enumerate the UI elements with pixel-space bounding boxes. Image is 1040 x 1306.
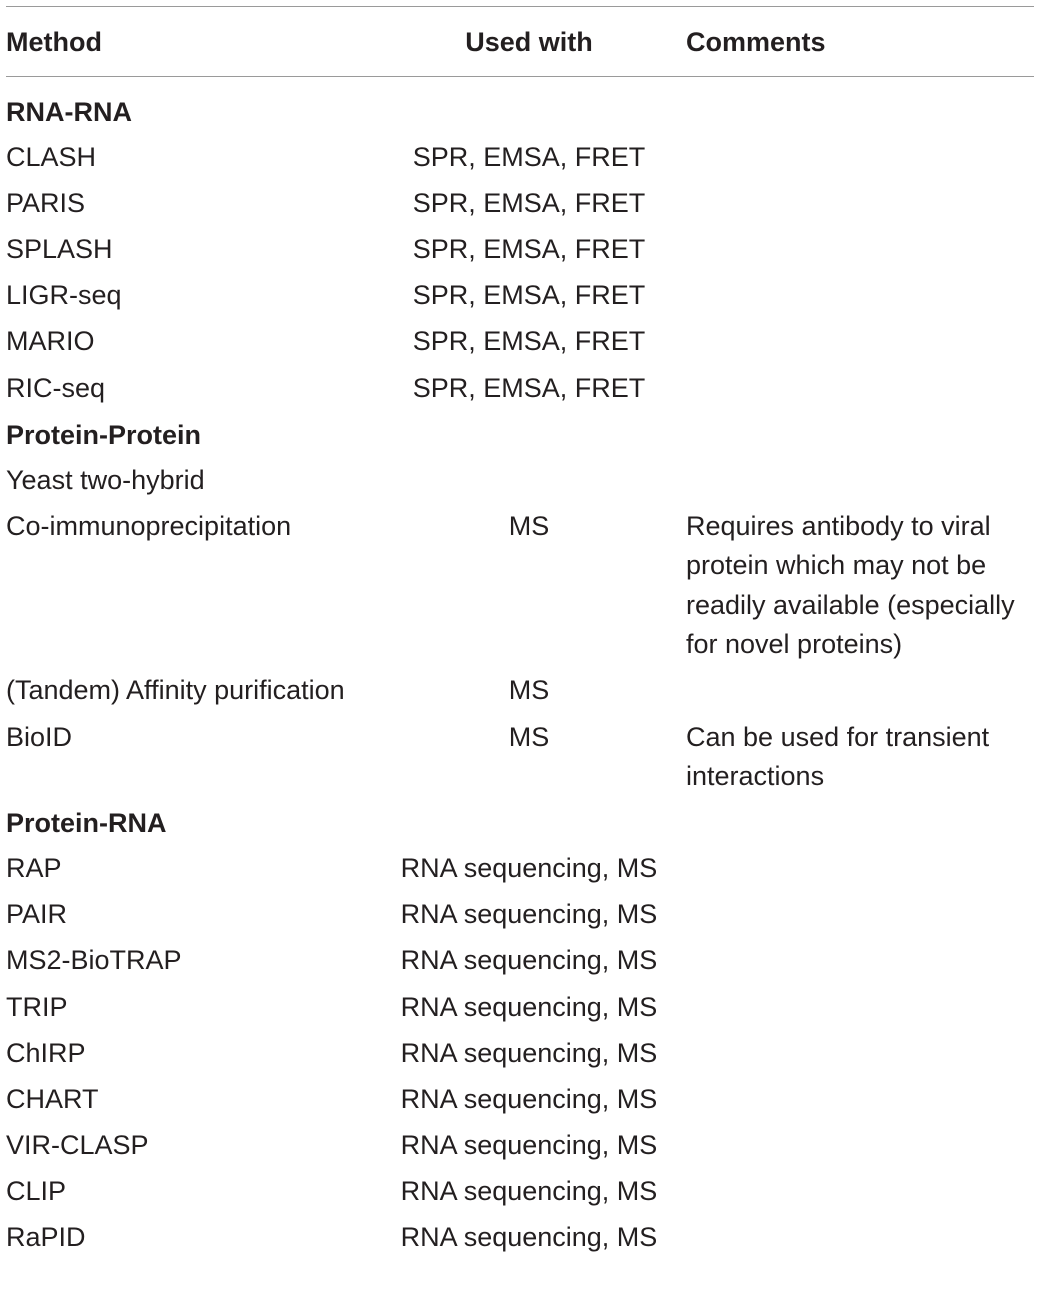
comments-cell [686, 671, 1034, 711]
comments-cell [686, 1172, 1034, 1212]
section-title: Protein-RNA [6, 808, 167, 839]
comments-cell [686, 230, 1034, 270]
used-with-cell: MS [508, 510, 550, 541]
comments-cell [686, 895, 1034, 935]
method-cell: MARIO [6, 326, 95, 357]
header-used-with: Used with [465, 26, 593, 57]
section-heading-row [6, 412, 1034, 458]
table-row [6, 1169, 1034, 1215]
method-cell: CHART [6, 1083, 99, 1114]
used-with-cell: RNA sequencing, MS [400, 1129, 658, 1160]
section-heading-row [6, 800, 1034, 846]
table-row [6, 1215, 1034, 1261]
comments-cell [686, 138, 1034, 178]
table-row [6, 668, 1034, 714]
table-row [6, 1077, 1034, 1123]
used-with-cell: RNA sequencing, MS [400, 853, 658, 884]
header-method: Method [6, 26, 102, 57]
comments-cell [686, 849, 1034, 889]
method-cell: LIGR-seq [6, 280, 122, 311]
comments-cell [686, 184, 1034, 224]
method-cell: SPLASH [6, 234, 113, 265]
table-row [6, 135, 1034, 181]
used-with-cell: RNA sequencing, MS [400, 1175, 658, 1206]
section-title: RNA-RNA [6, 97, 132, 127]
table-header-row [6, 7, 1034, 76]
table-row [6, 366, 1034, 412]
used-with-cell: SPR, EMSA, FRET [412, 142, 646, 173]
comments-cell [686, 1080, 1034, 1120]
table-row [6, 227, 1034, 273]
comments-cell [686, 276, 1034, 316]
method-cell: ChIRP [6, 1037, 86, 1068]
methods-table [6, 6, 1034, 1261]
table-row [6, 938, 1034, 984]
table-row [6, 504, 1034, 669]
table-row [6, 273, 1034, 319]
used-with-cell: SPR, EMSA, FRET [412, 280, 646, 311]
table-row [6, 319, 1034, 365]
method-cell: VIR-CLASP [6, 1129, 149, 1160]
used-with-cell: RNA sequencing, MS [400, 1037, 658, 1068]
comments-cell [686, 941, 1034, 981]
header-comments: Comments [686, 26, 826, 57]
method-cell: PARIS [6, 188, 86, 219]
section-heading-row [6, 77, 1034, 135]
method-cell: CLASH [6, 142, 97, 173]
method-cell: PAIR [6, 899, 68, 930]
table-row [6, 1123, 1034, 1169]
table-row [6, 846, 1034, 892]
comments-cell: Requires antibody to viral protein which may not be readily available (especially for novel proteins) [686, 510, 1015, 660]
method-cell: MS2-BioTRAP [6, 945, 182, 976]
used-with-cell: SPR, EMSA, FRET [412, 326, 646, 357]
section-title: Protein-Protein [6, 419, 202, 450]
comments-cell [686, 988, 1034, 1028]
table-body [6, 77, 1034, 1261]
used-with-cell: SPR, EMSA, FRET [412, 372, 646, 403]
method-cell: TRIP [6, 991, 68, 1022]
method-cell: Yeast two-hybrid [6, 464, 205, 495]
comments-cell [686, 1218, 1034, 1258]
used-with-cell: RNA sequencing, MS [400, 1083, 658, 1114]
comments-cell [686, 1126, 1034, 1166]
comments-cell [686, 1034, 1034, 1074]
comments-cell [686, 461, 1034, 501]
method-cell: RAP [6, 853, 62, 884]
used-with-cell [372, 461, 686, 501]
table-row [6, 458, 1034, 504]
used-with-cell: RNA sequencing, MS [400, 945, 658, 976]
table-row [6, 892, 1034, 938]
method-cell: Co-immunoprecipitation [6, 510, 292, 541]
method-cell: RIC-seq [6, 372, 106, 403]
comments-cell [686, 322, 1034, 362]
table-row [6, 181, 1034, 227]
table-row [6, 1031, 1034, 1077]
method-cell: (Tandem) Affinity purification [6, 675, 345, 706]
method-cell: BioID [6, 721, 73, 752]
used-with-cell: RNA sequencing, MS [400, 899, 658, 930]
used-with-cell: MS [508, 721, 550, 752]
used-with-cell: RNA sequencing, MS [400, 991, 658, 1022]
table-row [6, 715, 1034, 801]
used-with-cell: MS [508, 675, 550, 706]
comments-cell: Can be used for transient interactions [686, 721, 990, 792]
method-cell: CLIP [6, 1175, 67, 1206]
table-row [6, 985, 1034, 1031]
comments-cell [686, 369, 1034, 409]
used-with-cell: SPR, EMSA, FRET [412, 188, 646, 219]
method-cell: RaPID [6, 1221, 86, 1252]
used-with-cell: RNA sequencing, MS [400, 1221, 658, 1252]
used-with-cell: SPR, EMSA, FRET [412, 234, 646, 265]
